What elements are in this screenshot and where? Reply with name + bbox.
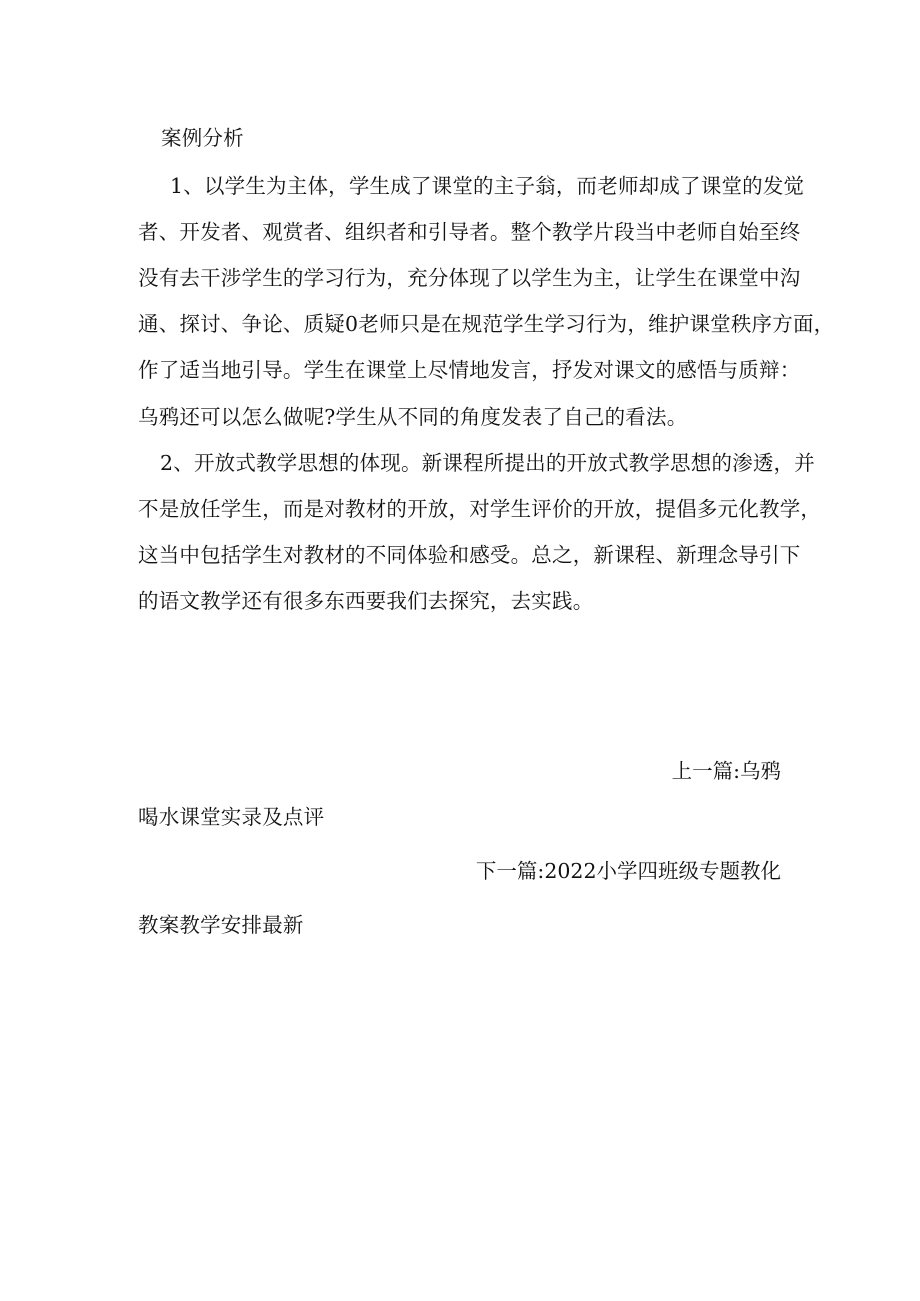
next-article-link[interactable]: 下一篇:2022小学四班级专题教化 bbox=[475, 859, 781, 883]
paragraph-2-line: 的语文教学还有很多东西要我们去探究，去实践。 bbox=[138, 589, 594, 613]
paragraph-1-line: 者、开发者、观赏者、组织者和引导者。整个教学片段当中老师自始至终 bbox=[138, 220, 801, 244]
next-article-link-continued[interactable]: 教案教学安排最新 bbox=[138, 913, 304, 937]
paragraph-2-line: 2、开放式教学思想的体现。新课程所提出的开放式教学思想的渗透，并 bbox=[160, 451, 815, 475]
paragraph-1-line: 1、以学生为主体，学生成了课堂的主子翁，而老师却成了课堂的发觉 bbox=[170, 174, 805, 198]
paragraph-1-line: 通、探讨、争论、质疑0老师只是在规范学生学习行为，维护课堂秩序方面， bbox=[138, 312, 835, 336]
paragraph-2-line: 不是放任学生，而是对教材的开放，对学生评价的开放，提倡多元化教学， bbox=[138, 497, 822, 521]
paragraph-1-line: 乌鸦还可以怎么做呢?学生从不同的角度发表了自己的看法。 bbox=[138, 405, 688, 429]
previous-article-link[interactable]: 上一篇:乌鸦 bbox=[671, 759, 781, 783]
previous-article-link-continued[interactable]: 喝水课堂实录及点评 bbox=[138, 805, 325, 829]
section-heading: 案例分析 bbox=[161, 126, 244, 150]
paragraph-1-line: 作了适当地引导。学生在课堂上尽情地发言，抒发对课文的感悟与质辩： bbox=[138, 358, 801, 382]
paragraph-1-line: 没有去干涉学生的学习行为，充分体现了以学生为主，让学生在课堂中沟 bbox=[138, 266, 801, 290]
paragraph-2-line: 这当中包括学生对教材的不同体验和感受。总之，新课程、新理念导引下 bbox=[138, 543, 801, 567]
